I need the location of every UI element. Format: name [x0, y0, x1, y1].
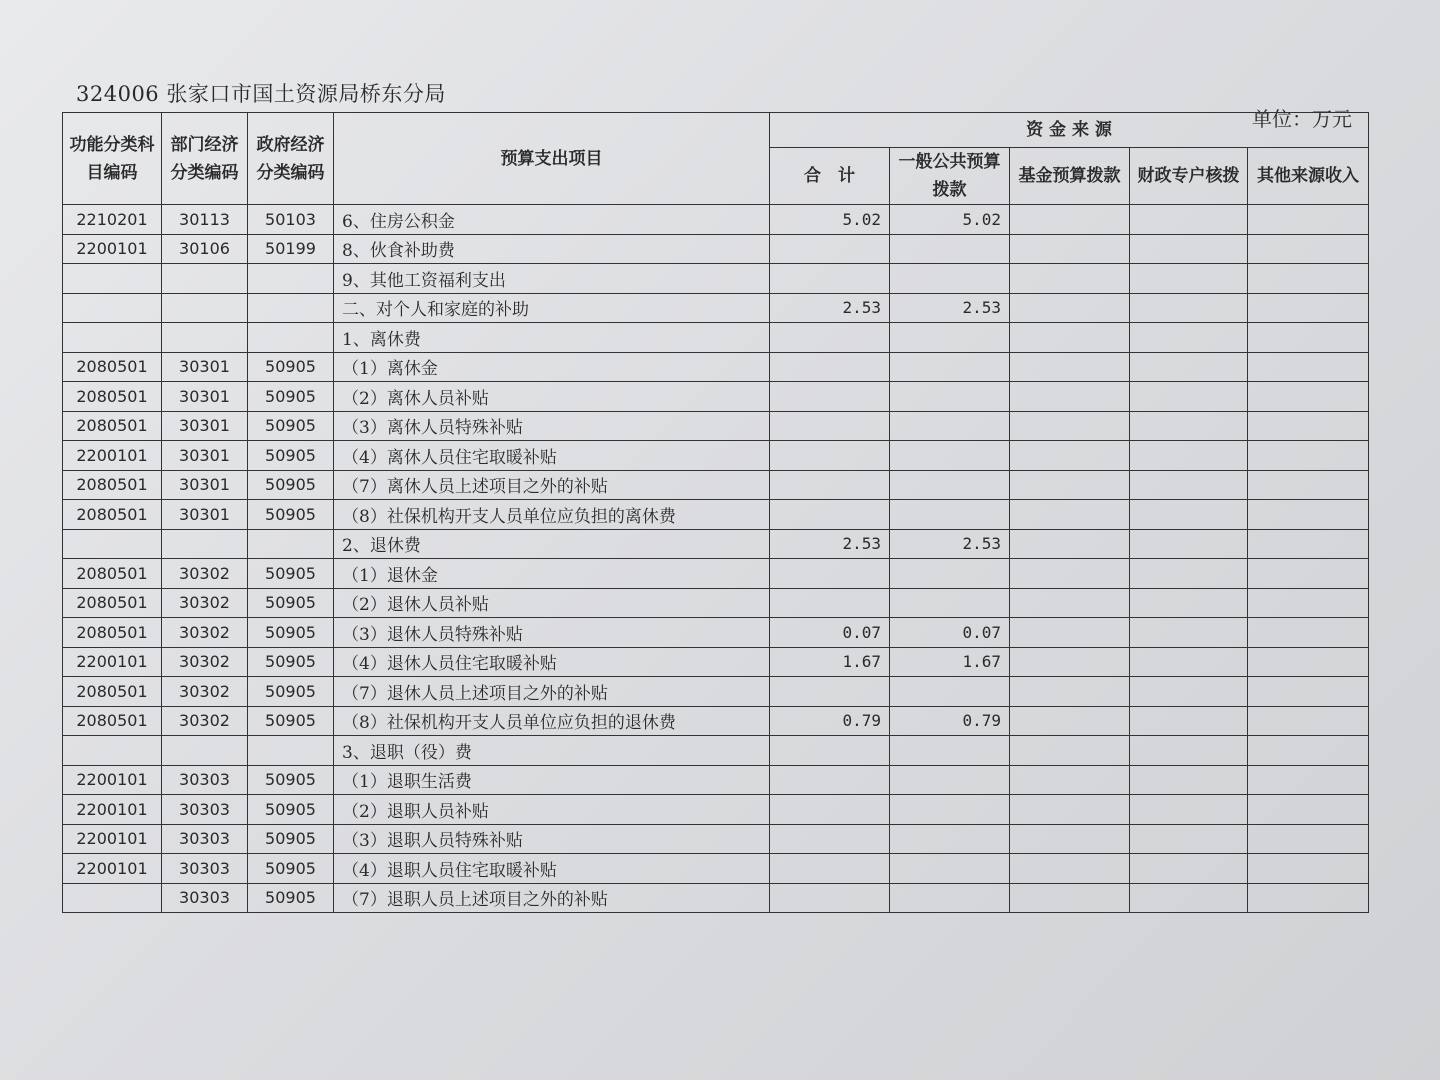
- other-income-cell: [1248, 205, 1369, 235]
- func-code-cell: 2200101: [63, 765, 162, 795]
- general-budget-cell: 5.02: [890, 205, 1010, 235]
- item-cell: （4）退休人员住宅取暖补贴: [334, 647, 770, 677]
- special-account-cell: [1130, 234, 1248, 264]
- general-budget-cell: 0.79: [890, 706, 1010, 736]
- total-cell: [770, 883, 890, 913]
- table-row: [63, 795, 1369, 825]
- func-code-cell: 2080501: [63, 352, 162, 382]
- table-row: [63, 500, 1369, 530]
- total-cell: 0.79: [770, 706, 890, 736]
- other-income-cell: [1248, 352, 1369, 382]
- other-income-cell: [1248, 647, 1369, 677]
- general-budget-cell: [890, 824, 1010, 854]
- total-cell: 0.07: [770, 618, 890, 648]
- item-cell: （1）退休金: [334, 559, 770, 589]
- special-account-cell: [1130, 441, 1248, 471]
- general-budget-cell: [890, 795, 1010, 825]
- fund-budget-cell: [1010, 234, 1130, 264]
- func-code-cell: 2200101: [63, 441, 162, 471]
- fund-budget-cell: [1010, 205, 1130, 235]
- general-budget-cell: [890, 323, 1010, 353]
- other-income-cell: [1248, 795, 1369, 825]
- total-cell: [770, 441, 890, 471]
- special-account-cell: [1130, 382, 1248, 412]
- func-code-cell: [63, 323, 162, 353]
- general-budget-cell: 2.53: [890, 529, 1010, 559]
- special-account-cell: [1130, 352, 1248, 382]
- fund-budget-cell: [1010, 677, 1130, 707]
- fund-budget-cell: [1010, 618, 1130, 648]
- func-code-cell: 2080501: [63, 618, 162, 648]
- total-cell: [770, 765, 890, 795]
- general-budget-cell: [890, 411, 1010, 441]
- table-row: [63, 352, 1369, 382]
- func-code-cell: [63, 529, 162, 559]
- table-row: [63, 234, 1369, 264]
- other-income-cell: [1248, 529, 1369, 559]
- item-cell: （3）退休人员特殊补贴: [334, 618, 770, 648]
- other-income-cell: [1248, 588, 1369, 618]
- fund-budget-cell: [1010, 647, 1130, 677]
- dept-code-cell: 30301: [162, 441, 248, 471]
- general-budget-cell: 2.53: [890, 293, 1010, 323]
- special-account-cell: [1130, 854, 1248, 884]
- general-budget-cell: [890, 234, 1010, 264]
- general-budget-cell: [890, 765, 1010, 795]
- item-cell: （2）退休人员补贴: [334, 588, 770, 618]
- item-cell: 1、离休费: [334, 323, 770, 353]
- document-title: 324006 张家口市国土资源局桥东分局: [76, 82, 446, 106]
- gov-code-cell: 50905: [248, 352, 334, 382]
- item-cell: 2、退休费: [334, 529, 770, 559]
- general-budget-cell: 1.67: [890, 647, 1010, 677]
- fund-budget-cell: [1010, 883, 1130, 913]
- total-cell: [770, 470, 890, 500]
- total-cell: [770, 736, 890, 766]
- gov-code-cell: 50905: [248, 647, 334, 677]
- table-row: [63, 559, 1369, 589]
- func-code-cell: 2200101: [63, 795, 162, 825]
- dept-code-cell: 30303: [162, 824, 248, 854]
- total-cell: [770, 677, 890, 707]
- fund-budget-cell: [1010, 470, 1130, 500]
- gov-code-cell: 50905: [248, 441, 334, 471]
- dept-code-cell: 30301: [162, 382, 248, 412]
- dept-code-cell: [162, 293, 248, 323]
- table-header: [63, 113, 1369, 205]
- func-code-cell: 2080501: [63, 706, 162, 736]
- func-code-cell: 2080501: [63, 500, 162, 530]
- general-budget-cell: [890, 352, 1010, 382]
- gov-code-cell: 50905: [248, 470, 334, 500]
- fund-budget-cell: [1010, 559, 1130, 589]
- item-cell: （8）社保机构开支人员单位应负担的退休费: [334, 706, 770, 736]
- general-budget-cell: [890, 588, 1010, 618]
- gov-code-cell: [248, 529, 334, 559]
- table-row: [63, 264, 1369, 294]
- func-code-cell: 2080501: [63, 382, 162, 412]
- item-cell: （7）退职人员上述项目之外的补贴: [334, 883, 770, 913]
- header-gov-code: 政府经济分类编码: [248, 113, 334, 205]
- special-account-cell: [1130, 411, 1248, 441]
- general-budget-cell: [890, 470, 1010, 500]
- dept-code-cell: 30301: [162, 470, 248, 500]
- fund-budget-cell: [1010, 765, 1130, 795]
- total-cell: [770, 824, 890, 854]
- table-row: [63, 205, 1369, 235]
- total-cell: [770, 795, 890, 825]
- other-income-cell: [1248, 677, 1369, 707]
- total-cell: [770, 352, 890, 382]
- gov-code-cell: [248, 323, 334, 353]
- other-income-cell: [1248, 706, 1369, 736]
- item-cell: （3）退职人员特殊补贴: [334, 824, 770, 854]
- dept-code-cell: 30302: [162, 618, 248, 648]
- other-income-cell: [1248, 382, 1369, 412]
- item-cell: 6、住房公积金: [334, 205, 770, 235]
- other-income-cell: [1248, 264, 1369, 294]
- table-row: [63, 618, 1369, 648]
- special-account-cell: [1130, 883, 1248, 913]
- item-cell: 二、对个人和家庭的补助: [334, 293, 770, 323]
- gov-code-cell: 50103: [248, 205, 334, 235]
- other-income-cell: [1248, 824, 1369, 854]
- total-cell: 2.53: [770, 293, 890, 323]
- dept-code-cell: [162, 264, 248, 294]
- item-cell: （3）离休人员特殊补贴: [334, 411, 770, 441]
- special-account-cell: [1130, 559, 1248, 589]
- gov-code-cell: 50199: [248, 234, 334, 264]
- other-income-cell: [1248, 411, 1369, 441]
- dept-code-cell: 30106: [162, 234, 248, 264]
- general-budget-cell: [890, 382, 1010, 412]
- special-account-cell: [1130, 293, 1248, 323]
- other-income-cell: [1248, 293, 1369, 323]
- total-cell: [770, 588, 890, 618]
- total-cell: [770, 411, 890, 441]
- general-budget-cell: [890, 677, 1010, 707]
- total-cell: 2.53: [770, 529, 890, 559]
- fund-budget-cell: [1010, 264, 1130, 294]
- func-code-cell: 2080501: [63, 588, 162, 618]
- func-code-cell: [63, 883, 162, 913]
- fund-budget-cell: [1010, 795, 1130, 825]
- special-account-cell: [1130, 795, 1248, 825]
- other-income-cell: [1248, 559, 1369, 589]
- total-cell: [770, 500, 890, 530]
- table-row: [63, 323, 1369, 353]
- func-code-cell: [63, 736, 162, 766]
- item-cell: （4）离休人员住宅取暖补贴: [334, 441, 770, 471]
- dept-code-cell: 30303: [162, 883, 248, 913]
- header-func-code: 功能分类科目编码: [63, 113, 162, 205]
- other-income-cell: [1248, 234, 1369, 264]
- func-code-cell: 2200101: [63, 647, 162, 677]
- gov-code-cell: 50905: [248, 824, 334, 854]
- fund-budget-cell: [1010, 706, 1130, 736]
- item-cell: 8、伙食补助费: [334, 234, 770, 264]
- func-code-cell: [63, 293, 162, 323]
- budget-table: [62, 112, 1369, 913]
- total-cell: [770, 559, 890, 589]
- table-row: [63, 736, 1369, 766]
- dept-code-cell: 30303: [162, 795, 248, 825]
- gov-code-cell: 50905: [248, 854, 334, 884]
- table-row: [63, 441, 1369, 471]
- gov-code-cell: 50905: [248, 618, 334, 648]
- fund-budget-cell: [1010, 441, 1130, 471]
- special-account-cell: [1130, 618, 1248, 648]
- item-cell: （2）离休人员补贴: [334, 382, 770, 412]
- func-code-cell: 2200101: [63, 824, 162, 854]
- table-row: [63, 382, 1369, 412]
- table-row: [63, 883, 1369, 913]
- total-cell: [770, 264, 890, 294]
- func-code-cell: 2080501: [63, 411, 162, 441]
- item-cell: （7）退休人员上述项目之外的补贴: [334, 677, 770, 707]
- fund-budget-cell: [1010, 293, 1130, 323]
- dept-code-cell: 30302: [162, 677, 248, 707]
- general-budget-cell: [890, 264, 1010, 294]
- dept-code-cell: [162, 736, 248, 766]
- dept-code-cell: 30302: [162, 706, 248, 736]
- dept-code-cell: 30302: [162, 647, 248, 677]
- header-dept-code: 部门经济分类编码: [162, 113, 248, 205]
- fund-budget-cell: [1010, 323, 1130, 353]
- gov-code-cell: 50905: [248, 706, 334, 736]
- item-cell: （1）退职生活费: [334, 765, 770, 795]
- table-row: [63, 677, 1369, 707]
- table-row: [63, 854, 1369, 884]
- special-account-cell: [1130, 500, 1248, 530]
- table-row: [63, 706, 1369, 736]
- fund-budget-cell: [1010, 854, 1130, 884]
- fund-budget-cell: [1010, 824, 1130, 854]
- header-item: 预算支出项目: [334, 113, 770, 205]
- gov-code-cell: 50905: [248, 677, 334, 707]
- fund-budget-cell: [1010, 588, 1130, 618]
- gov-code-cell: 50905: [248, 588, 334, 618]
- gov-code-cell: [248, 264, 334, 294]
- special-account-cell: [1130, 205, 1248, 235]
- func-code-cell: 2080501: [63, 677, 162, 707]
- special-account-cell: [1130, 264, 1248, 294]
- gov-code-cell: 50905: [248, 411, 334, 441]
- total-cell: [770, 234, 890, 264]
- item-cell: 3、退职（役）费: [334, 736, 770, 766]
- general-budget-cell: [890, 883, 1010, 913]
- fund-budget-cell: [1010, 500, 1130, 530]
- total-cell: [770, 323, 890, 353]
- other-income-cell: [1248, 618, 1369, 648]
- other-income-cell: [1248, 883, 1369, 913]
- item-cell: （7）离休人员上述项目之外的补贴: [334, 470, 770, 500]
- table-body: [63, 205, 1369, 913]
- item-cell: （8）社保机构开支人员单位应负担的离休费: [334, 500, 770, 530]
- header-total: 合 计: [770, 148, 890, 205]
- table-row: [63, 588, 1369, 618]
- gov-code-cell: [248, 736, 334, 766]
- gov-code-cell: 50905: [248, 500, 334, 530]
- header-fund-budget: 基金预算拨款: [1010, 148, 1130, 205]
- table-row: [63, 293, 1369, 323]
- gov-code-cell: 50905: [248, 765, 334, 795]
- header-general-budget: 一般公共预算拨款: [890, 148, 1010, 205]
- special-account-cell: [1130, 824, 1248, 854]
- other-income-cell: [1248, 854, 1369, 884]
- general-budget-cell: [890, 500, 1010, 530]
- special-account-cell: [1130, 736, 1248, 766]
- special-account-cell: [1130, 647, 1248, 677]
- dept-code-cell: 30303: [162, 765, 248, 795]
- gov-code-cell: 50905: [248, 795, 334, 825]
- dept-code-cell: [162, 323, 248, 353]
- other-income-cell: [1248, 470, 1369, 500]
- func-code-cell: 2200101: [63, 234, 162, 264]
- other-income-cell: [1248, 323, 1369, 353]
- total-cell: 5.02: [770, 205, 890, 235]
- func-code-cell: 2210201: [63, 205, 162, 235]
- fund-budget-cell: [1010, 529, 1130, 559]
- item-cell: （4）退职人员住宅取暖补贴: [334, 854, 770, 884]
- table-row: [63, 765, 1369, 795]
- func-code-cell: [63, 264, 162, 294]
- other-income-cell: [1248, 765, 1369, 795]
- fund-budget-cell: [1010, 352, 1130, 382]
- dept-code-cell: 30302: [162, 559, 248, 589]
- func-code-cell: 2080501: [63, 559, 162, 589]
- gov-code-cell: 50905: [248, 883, 334, 913]
- special-account-cell: [1130, 765, 1248, 795]
- gov-code-cell: 50905: [248, 559, 334, 589]
- table-row: [63, 470, 1369, 500]
- other-income-cell: [1248, 736, 1369, 766]
- dept-code-cell: 30301: [162, 411, 248, 441]
- special-account-cell: [1130, 588, 1248, 618]
- special-account-cell: [1130, 470, 1248, 500]
- fund-budget-cell: [1010, 736, 1130, 766]
- fund-budget-cell: [1010, 411, 1130, 441]
- total-cell: [770, 854, 890, 884]
- gov-code-cell: [248, 293, 334, 323]
- general-budget-cell: [890, 854, 1010, 884]
- dept-code-cell: 30301: [162, 352, 248, 382]
- special-account-cell: [1130, 529, 1248, 559]
- header-other-income: 其他来源收入: [1248, 148, 1369, 205]
- other-income-cell: [1248, 441, 1369, 471]
- other-income-cell: [1248, 500, 1369, 530]
- table-row: [63, 647, 1369, 677]
- total-cell: 1.67: [770, 647, 890, 677]
- header-special-account: 财政专户核拨: [1130, 148, 1248, 205]
- item-cell: （2）退职人员补贴: [334, 795, 770, 825]
- special-account-cell: [1130, 677, 1248, 707]
- general-budget-cell: 0.07: [890, 618, 1010, 648]
- item-cell: （1）离休金: [334, 352, 770, 382]
- dept-code-cell: 30302: [162, 588, 248, 618]
- table-row: [63, 824, 1369, 854]
- dept-code-cell: 30113: [162, 205, 248, 235]
- special-account-cell: [1130, 706, 1248, 736]
- table-row: [63, 529, 1369, 559]
- total-cell: [770, 382, 890, 412]
- unit-label: 单位：万元: [1252, 107, 1352, 131]
- special-account-cell: [1130, 323, 1248, 353]
- header-fund-source: 资 金 来 源: [770, 113, 1369, 148]
- item-cell: 9、其他工资福利支出: [334, 264, 770, 294]
- func-code-cell: 2200101: [63, 854, 162, 884]
- general-budget-cell: [890, 441, 1010, 471]
- dept-code-cell: 30301: [162, 500, 248, 530]
- dept-code-cell: [162, 529, 248, 559]
- general-budget-cell: [890, 559, 1010, 589]
- fund-budget-cell: [1010, 382, 1130, 412]
- gov-code-cell: 50905: [248, 382, 334, 412]
- func-code-cell: 2080501: [63, 470, 162, 500]
- table-row: [63, 411, 1369, 441]
- general-budget-cell: [890, 736, 1010, 766]
- dept-code-cell: 30303: [162, 854, 248, 884]
